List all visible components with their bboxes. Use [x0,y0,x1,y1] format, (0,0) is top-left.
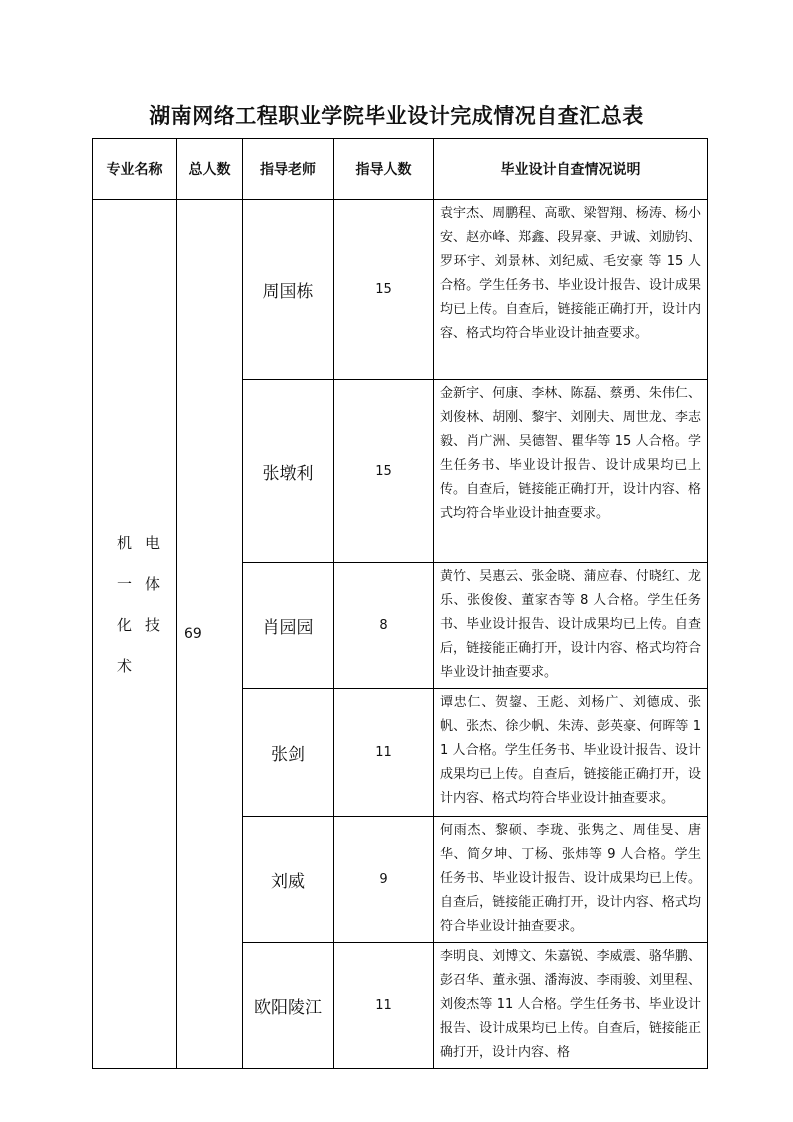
header-description: 毕业设计自查情况说明 [434,139,708,200]
student-count: 15 [334,380,434,563]
major-char: 一 [117,575,133,593]
summary-table [92,138,708,1069]
header-teacher: 指导老师 [243,139,334,200]
major-char: 体 [145,575,161,593]
check-description: 金新宇、何康、李林、陈磊、蔡勇、朱伟仁、刘俊林、胡刚、黎宇、刘刚夫、周世龙、李志毅、肖广洲、吴德智、瞿华等 15 人合格。学生任务书、毕业设计报告、设计成果均已上传。自查后，链接能正确打开，设计内容、格式均符合毕业设计抽查要求。 [434,380,708,563]
teacher-name: 张剑 [243,689,334,817]
student-count: 11 [334,689,434,817]
teacher-name: 肖园园 [243,563,334,689]
major-char: 机 [117,534,133,552]
student-count: 9 [334,817,434,943]
teacher-name: 周国栋 [243,200,334,380]
check-description: 谭忠仁、贺鋆、王彪、刘杨广、刘德成、张帆、张杰、徐少帆、朱涛、彭英豪、何晖等 11 人合格。学生任务书、毕业设计报告、设计成果均已上传。自查后，链接能正确打开，设计内容、格式均符合毕业设计抽查要求。 [434,689,708,817]
teacher-name: 欧阳陵江 [243,943,334,1069]
teacher-name: 张墩利 [243,380,334,563]
check-description: 黄竹、吴惠云、张金晓、蒲应春、付晓红、龙乐、张俊俊、董家杏等 8 人合格。学生任务书、毕业设计报告、设计成果均已上传。自查后，链接能正确打开，设计内容、格式均符合毕业设计抽查要求。 [434,563,708,689]
teacher-name: 刘威 [243,817,334,943]
header-count: 指导人数 [334,139,434,200]
student-count: 15 [334,200,434,380]
major-char: 化 [117,616,133,634]
check-description: 袁宇杰、周鹏程、高歌、梁智翔、杨涛、杨小安、赵亦峰、郑鑫、段昇豪、尹诚、刘励钧、罗环宇、刘景林、刘纪威、毛安豪 等 15 人合格。学生任务书、毕业设计报告、设计成果均已上传。自查后，链接能正确打开，设计内容、格式均符合毕业设计抽查要求。 [434,200,708,380]
major-char: 电 [145,534,161,552]
header-major: 专业名称 [93,139,177,200]
student-count: 8 [334,563,434,689]
student-count: 11 [334,943,434,1069]
major-cell [93,200,177,1069]
check-description: 何雨杰、黎硕、李珑、张隽之、周佳旻、唐华、简夕坤、丁杨、张炜等 9 人合格。学生任务书、毕业设计报告、设计成果均已上传。自查后，链接能正确打开，设计内容、格式均符合毕业设计抽查要求。 [434,817,708,943]
major-char: 技 [145,616,161,634]
major-char: 术 [117,657,133,675]
table-header-row [93,139,708,200]
major-name [117,532,173,676]
header-total: 总人数 [177,139,243,200]
document-title: 湖南网络工程职业学院毕业设计完成情况自查汇总表 [149,104,644,128]
check-description: 李明良、刘博文、朱嘉锐、李威震、骆华鹏、彭召华、董永强、潘海波、李雨骏、刘里程、刘俊杰等 11 人合格。学生任务书、毕业设计报告、设计成果均已上传。自查后，链接能正确打开，设计内容、格 [434,943,708,1069]
total-count: 69 [177,200,243,1069]
table-row [93,200,708,380]
